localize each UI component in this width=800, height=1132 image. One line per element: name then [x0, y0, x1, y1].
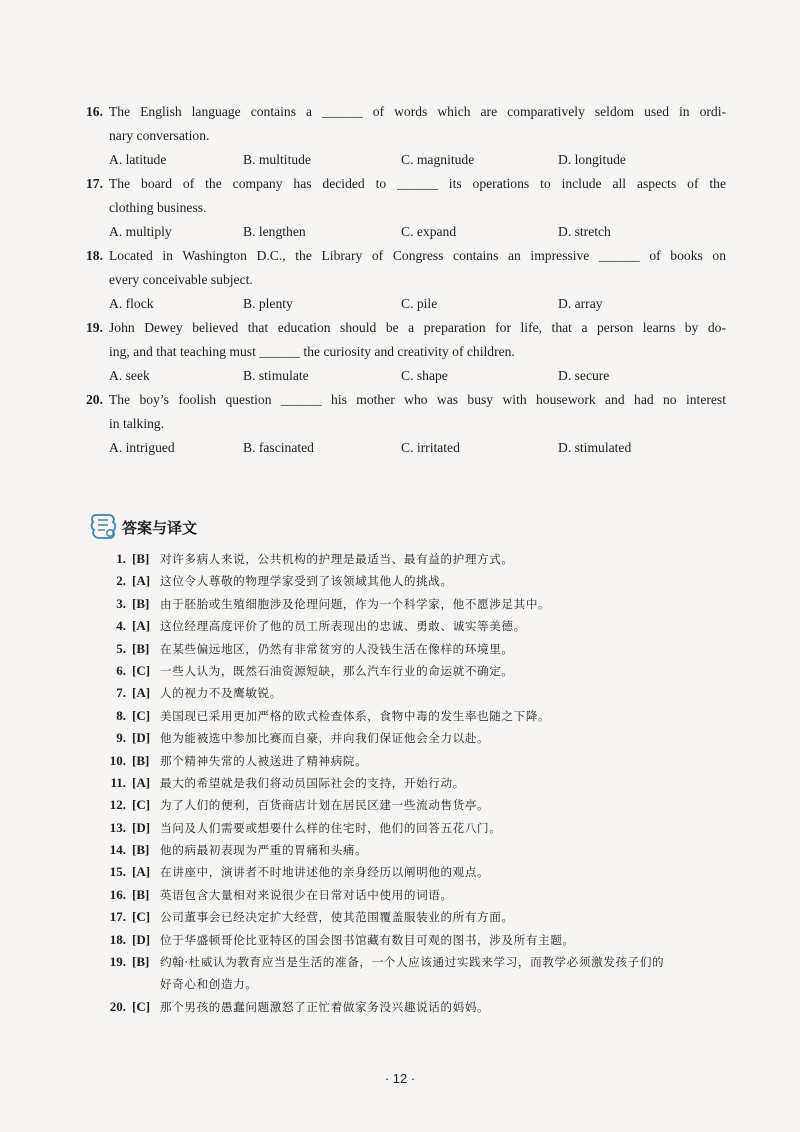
- answer-letter: [B]: [132, 886, 150, 902]
- answer-number: 4.: [116, 618, 126, 634]
- answer-letter: [D]: [132, 931, 151, 947]
- option-d: D. array: [558, 296, 603, 311]
- page-number: · 12 ·: [384, 1071, 416, 1086]
- answer-number: 14.: [109, 842, 126, 858]
- answer-number: 3.: [116, 595, 126, 611]
- answer-translation-continued: 好奇心和创造力。: [160, 977, 258, 992]
- option-c: C. magnitude: [401, 152, 475, 167]
- answer-number: 18.: [109, 931, 126, 947]
- option-a: A. latitude: [109, 152, 167, 167]
- question-number: 16.: [86, 104, 103, 119]
- question-number: 20.: [86, 392, 103, 407]
- answer-number: 5.: [116, 640, 126, 656]
- answer-row: [98, 817, 738, 839]
- answer-number: 12.: [109, 797, 126, 813]
- question-18: [86, 244, 726, 316]
- answer-number: 1.: [116, 551, 126, 566]
- answer-translation: 约翰·杜威认为教育应当是生活的准备，一个人应该通过实践来学习，而教学必须激发孩子们的: [160, 955, 665, 970]
- option-d: D. secure: [558, 368, 610, 383]
- answer-letter: [B]: [132, 640, 150, 656]
- question-text-line: every conceivable subject.: [109, 272, 253, 287]
- question-text-line: clothing business.: [109, 200, 207, 215]
- option-a: A. multiply: [109, 224, 172, 239]
- option-a: A. seek: [109, 368, 150, 383]
- answer-row: [98, 839, 738, 861]
- answer-number: 9.: [116, 730, 126, 746]
- options-row: [86, 436, 726, 460]
- answer-translation: 这位令人尊敬的物理学家受到了该领域其他人的挑战。: [160, 574, 453, 589]
- answer-letter: [B]: [132, 752, 150, 768]
- answer-row: [98, 615, 738, 637]
- answer-translation: 这位经理高度评价了他的员工所表现出的忠诚、勇敢、诚实等美德。: [160, 619, 526, 634]
- answer-number: 20.: [109, 998, 126, 1014]
- answer-number: 17.: [109, 909, 126, 925]
- question-number: 19.: [86, 320, 103, 335]
- answer-number: 2.: [116, 573, 126, 589]
- option-b: B. plenty: [243, 296, 293, 311]
- answer-number: 11.: [110, 774, 126, 790]
- answer-row: [98, 727, 738, 749]
- answers-section-header: [88, 510, 197, 544]
- answer-letter: [B]: [132, 551, 150, 566]
- question-16: [86, 100, 726, 172]
- question-20: [86, 388, 726, 460]
- answer-translation: 当问及人们需要或想要什么样的住宅时，他们的回答五花八门。: [160, 820, 502, 835]
- answer-row: [98, 660, 738, 682]
- answer-continuation: [98, 973, 738, 995]
- answer-number: 15.: [109, 864, 126, 880]
- answer-row: [98, 593, 738, 615]
- question-text-line: in talking.: [109, 416, 165, 431]
- answer-translation: 那个男孩的愚蠢问题激怒了正忙着做家务没兴趣说话的妈妈。: [160, 999, 490, 1014]
- answer-row: [98, 750, 738, 772]
- answer-translation: 他为能被选中参加比赛而自豪，并向我们保证他会全力以赴。: [160, 731, 490, 746]
- answer-letter: [B]: [132, 595, 150, 611]
- answer-letter: [A]: [132, 573, 151, 589]
- answer-row: [98, 996, 738, 1018]
- answer-number: 16.: [109, 886, 126, 902]
- answer-letter: [A]: [132, 774, 151, 790]
- answer-row: [98, 906, 738, 928]
- option-b: B. stimulate: [243, 368, 309, 383]
- options-row: [86, 220, 726, 244]
- answer-row: [98, 861, 738, 883]
- answer-letter: [A]: [132, 864, 151, 880]
- question-17: [86, 172, 726, 244]
- answer-letter: [C]: [132, 707, 151, 723]
- answer-number: 7.: [116, 685, 126, 701]
- options-row: [86, 364, 726, 388]
- answer-row: [98, 929, 738, 951]
- options-row: [86, 148, 726, 172]
- question-text-line: The board of the company has decided to ______ its operations to include all aspects of the: [109, 176, 726, 191]
- options-row: [86, 292, 726, 316]
- option-a: A. intrigued: [109, 440, 175, 455]
- answer-number: 10.: [109, 752, 126, 768]
- question-text-line: Located in Washington D.C., the Library of Congress contains an impressive ______ of books on: [109, 248, 726, 263]
- answer-translation: 英语包含大量相对来说很少在日常对话中使用的词语。: [160, 887, 453, 902]
- answers-section-title: 答案与译文: [122, 518, 198, 537]
- answer-row: [98, 705, 738, 727]
- answer-number: 6.: [116, 662, 126, 678]
- answer-row: [98, 951, 738, 973]
- answer-translation: 美国现已采用更加严格的欧式检查体系，食物中毒的发生率也随之下降。: [160, 708, 551, 723]
- question-text-line: The boy’s foolish question ______ his mother who was busy with housework and had no interest: [109, 392, 726, 407]
- answer-letter: [B]: [132, 842, 150, 858]
- option-c: C. irritated: [401, 440, 460, 455]
- option-c: C. pile: [401, 296, 438, 311]
- option-b: B. fascinated: [243, 440, 314, 455]
- answer-translation: 那个精神失常的人被送进了精神病院。: [160, 753, 368, 768]
- option-d: D. longitude: [558, 152, 626, 167]
- question-text-line: nary conversation.: [109, 128, 210, 143]
- answer-row: [98, 570, 738, 592]
- question-number: 18.: [86, 248, 103, 263]
- answer-letter: [C]: [132, 662, 151, 678]
- answer-letter: [C]: [132, 797, 151, 813]
- answer-translation: 人的视力不及鹰敏锐。: [160, 686, 282, 701]
- option-d: D. stretch: [558, 224, 611, 239]
- option-b: B. multitude: [243, 152, 311, 167]
- answer-number: 8.: [116, 707, 126, 723]
- answer-number: 13.: [109, 819, 126, 835]
- option-b: B. lengthen: [243, 224, 306, 239]
- answer-translation: 在讲座中，演讲者不时地讲述他的亲身经历以阐明他的观点。: [160, 865, 490, 880]
- question-19: [86, 316, 726, 388]
- answer-translation: 最大的希望就是我们将动员国际社会的支持，开始行动。: [160, 775, 465, 790]
- option-d: D. stimulated: [558, 440, 632, 455]
- answer-translation: 在某些偏远地区，仍然有非常贫穷的人没钱生活在像样的环境里。: [160, 641, 514, 656]
- answer-row: [98, 682, 738, 704]
- answer-letter: [D]: [132, 819, 151, 835]
- question-number: 17.: [86, 176, 103, 191]
- question-text-line: The English language contains a ______ of words which are comparatively seldom used in ordi-: [109, 104, 726, 119]
- option-c: C. shape: [401, 368, 448, 383]
- answer-section-icon: [88, 511, 118, 543]
- answer-translation: 由于胚胎或生殖细胞涉及伦理问题，作为一个科学家，他不愿涉足其中。: [160, 596, 551, 611]
- question-text-line: John Dewey believed that education should be a preparation for life, that a person learns by do-: [109, 320, 726, 335]
- answer-row: [98, 638, 738, 660]
- answer-letter: [C]: [132, 909, 151, 925]
- option-c: C. expand: [401, 224, 457, 239]
- answer-row: [98, 794, 738, 816]
- answer-letter: [A]: [132, 618, 151, 634]
- answer-translation: 对许多病人来说，公共机构的护理是最适当、最有益的护理方式。: [160, 552, 514, 566]
- answers-list: [98, 548, 738, 1018]
- answer-translation: 位于华盛顿哥伦比亚特区的国会图书馆藏有数目可观的图书，涉及所有主题。: [160, 932, 575, 947]
- answer-row: [98, 884, 738, 906]
- answer-row: [98, 772, 738, 794]
- answer-translation: 他的病最初表现为严重的胃痛和头痛。: [160, 843, 368, 858]
- answer-translation: 公司董事会已经决定扩大经营，使其范围覆盖服装业的所有方面。: [160, 910, 514, 925]
- answer-letter: [A]: [132, 685, 151, 701]
- answer-letter: [C]: [132, 998, 151, 1014]
- answer-translation: 为了人们的便利，百货商店计划在居民区建一些流动售货亭。: [160, 798, 490, 813]
- answer-letter: [B]: [132, 954, 150, 970]
- option-a: A. flock: [109, 296, 154, 311]
- answer-row: [98, 548, 738, 570]
- question-text-line: ing, and that teaching must ______ the curiosity and creativity of children.: [109, 344, 515, 359]
- answer-translation: 一些人认为，既然石油资源短缺，那么汽车行业的命运就不确定。: [160, 663, 514, 678]
- answer-number: 19.: [109, 954, 126, 970]
- answer-letter: [D]: [132, 730, 151, 746]
